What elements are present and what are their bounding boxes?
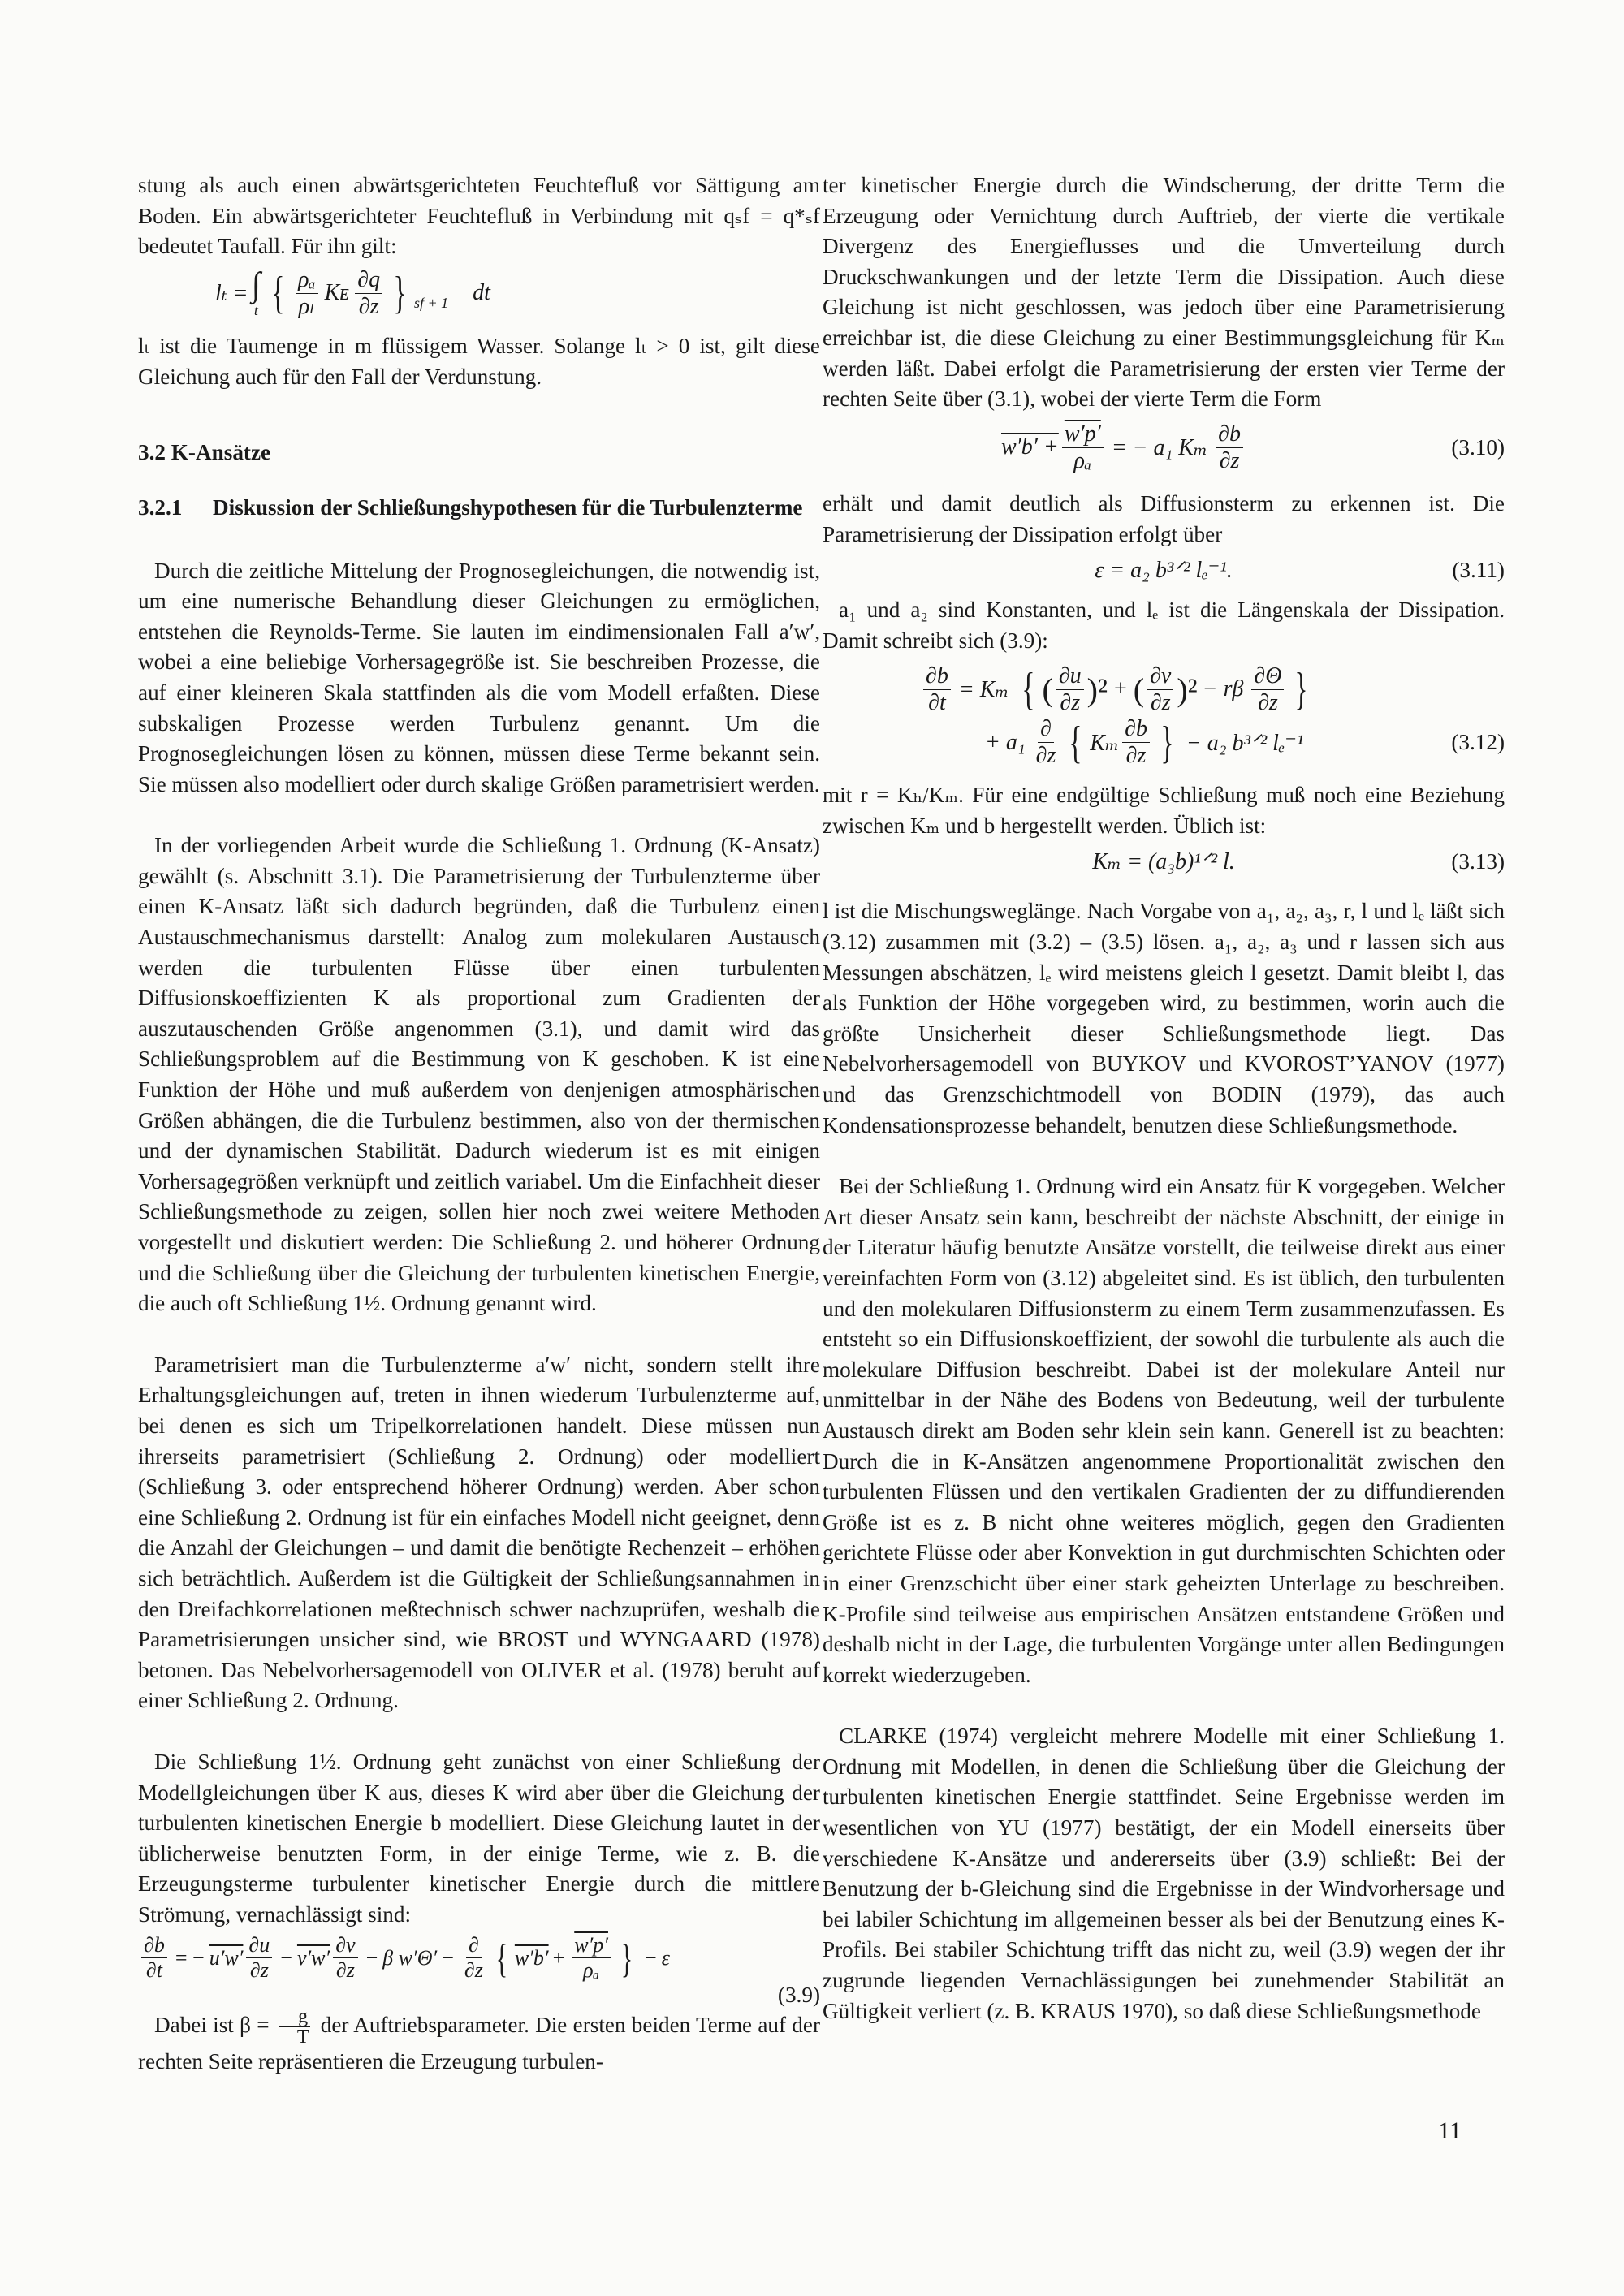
eq310-rhs: = − a₁ Kₘ xyxy=(1111,435,1208,461)
eq39-frac-wp xyxy=(572,1933,611,1983)
eq310-rho: ρₐ xyxy=(1073,447,1092,473)
eq39-dt: ∂t xyxy=(145,1958,162,1983)
eq-lt-brace-open: { xyxy=(271,268,285,319)
eq313-expr: Kₘ = (a₃b)¹ᐟ² l. xyxy=(1092,849,1235,875)
eq313-number: (3.13) xyxy=(1451,848,1505,874)
eq39-frac-d xyxy=(462,1933,486,1983)
left-column xyxy=(138,170,820,2078)
eq312-km: = Kₘ xyxy=(958,677,1009,703)
eq312-brace2-open: { xyxy=(1069,717,1082,768)
eq39-du: ∂u xyxy=(246,1933,272,1958)
eq39-frac-dbdt xyxy=(141,1933,167,1983)
eq-lt-lhs: lₜ = xyxy=(215,281,248,307)
eq312-dz5: ∂z xyxy=(1125,743,1147,769)
paragraph-constants: a₁ und a₂ sind Konstanten, und lₑ ist die Längenskala der Dissipation. Damit schreibt sich (3.9): xyxy=(823,598,1505,653)
equation-3-12-line2 xyxy=(823,716,1505,769)
eq39-dz3: ∂z xyxy=(464,1958,483,1983)
eq312-rb: − rβ xyxy=(1202,676,1244,702)
paragraph-clarke: CLARKE (1974) vergleicht mehrere Modelle mit einer Schließung 1. Ordnung mit Modellen, in denen die Schließung über die Gleichung der turbulenten kinetischen Energie stattfindet. Seine Ergebnisse werden im wesentlichen von YU (1977) bestätigt, der ein Modell einerseits über verschiedene K-Ansätze und andererseits über (3.9) schließt: Bei der Benutzung der b-Gleichung sind die Ergebnisse in der Windvorhersage und bei labiler Schichtung im allgemeinen besser als bei der Benutzung eines K-Profils. Bei stabiler Schichtung trifft das nicht zu, weil (3.9) wegen der ihr zugrunde liegenden Vernachlässigungen bei zunehmender Stabilität an Gültigkeit verliert (z. B. KRAUS 1970), so daß diese Schließungsmethode xyxy=(823,1724,1505,2023)
beta-frac xyxy=(279,2007,312,2047)
eq311-number: (3.11) xyxy=(1452,557,1505,582)
eq-lt-sub: sf + 1 xyxy=(413,295,449,312)
paragraph-k-ansatz: In der vorliegenden Arbeit wurde die Schließung 1. Ordnung (K-Ansatz) gewählt (s. Abschnitt 3.1). Die Parametrisierung der Turbulenzterme über einen K-Ansatz läßt sich dadurch begründen, daß die Turbulenz einen Austauschmechanismus darstellt: Analog zum molekularen Austausch werden die turbulenten Flüsse über einen turbulenten Diffusionskoeffizienten K als proportional zum Gradienten der auszutauschenden Größe angenommen (3.1), und damit wird das Schließungsproblem auf die Bestimmung von K geschoben. K ist eine Funktion der Höhe und muß außerdem von denjenigen atmosphärischen Größen abhängen, die die Turbulenz bestimmen, also von der thermischen und der dynamischen Stabilität. Dadurch wiederum ist es mit einigen Vorhersagegrößen verknüpft und zeitlich variabel. Um die Einfachheit dieser Schließungsmethode zu zeigen, sollen hier noch zwei weitere Methoden vorgestellt und diskutiert werden: Die Schließung 2. und höherer Ordnung und die Schließung über die Gleichung der turbulenten kinetischen Energie, die auch oft Schließung 1½. Ordnung genannt wird. xyxy=(138,833,820,1316)
beta-T: T xyxy=(296,2026,309,2048)
eq39-number: (3.9) xyxy=(777,1983,820,2008)
paragraph-beta xyxy=(138,2007,820,2078)
eq312-dt: ∂t xyxy=(928,689,946,715)
section-heading-3-2: 3.2 K-Ansätze xyxy=(138,440,271,465)
eq312-brace-open: { xyxy=(1021,664,1035,715)
eq-lt-brace-close: } xyxy=(393,268,407,319)
eq312-tail: − a₂ b³ᐟ² lₑ⁻¹ xyxy=(1186,730,1304,756)
eq-lt-lower: t xyxy=(253,301,258,318)
right-column xyxy=(823,170,1505,2026)
eq39-dz2: ∂z xyxy=(335,1958,355,1983)
equation-3-9: $\frac{\partial b}{\partial t}$ = − u′w′ $\frac{\partial u}{\partial z}$ − v′w′ $\frac{\partial v}{\partial z}$ − β w′Θ′ − $\frac{\partial}{\partial z}$ { w′b′ + $\frac{w'p'}{\text{ρₐ}}$ } − ε xyxy=(138,1933,820,1983)
eq312-dz2: ∂z xyxy=(1150,689,1171,715)
eq310-wp: w′p′ xyxy=(1062,421,1104,448)
eq39-rho: ρₐ xyxy=(583,1958,600,1983)
eq39-d: ∂ xyxy=(466,1933,482,1958)
eq39-frac-dv xyxy=(333,1933,357,1983)
beta-g: g xyxy=(279,2007,310,2027)
eq312-brace2-close: } xyxy=(1160,717,1174,768)
beta-text-a: Dabei ist β = xyxy=(154,2013,270,2037)
eq39-wp: w′p′ xyxy=(572,1933,611,1958)
equation-3-12-line1: $\frac{\partial b}{\partial t}$ = Kₘ { ( $\frac{\partial u}{\partial z}$ )² + ( $\frac{\partial v}{\partial z}$ )² − rβ $\frac{\partial\Theta}{\partial z}$ } xyxy=(823,663,1505,716)
eq39-dv: ∂v xyxy=(333,1933,357,1958)
beta-text-b: der Auftriebsparameter. Die ersten beiden Terme auf der rechten Seite repräsentieren die Erzeugung turbulen- xyxy=(138,2013,821,2074)
eq312-dth: ∂Θ xyxy=(1251,663,1284,690)
eq310-frac-db xyxy=(1216,421,1243,474)
eq-lt-frac-dq xyxy=(355,267,382,320)
page-number: 11 xyxy=(1438,2117,1462,2144)
eq39-bw: β w′Θ′ xyxy=(382,1945,438,1970)
eq310-number: (3.10) xyxy=(1451,434,1505,460)
eq312-frac-d xyxy=(1034,716,1059,769)
eq39-eps: ε xyxy=(661,1945,670,1970)
eq312-dz1: ∂z xyxy=(1060,689,1081,715)
paragraph-second-order: Parametrisiert man die Turbulenzterme a′w′ nicht, sondern stellt ihre Erhaltungsgleichungen auf, treten in ihnen wiederum Turbulenzterme auf, bei denen es sich um Tripelkorrelationen handelt. Diese müssen nun ihrerseits parametrisiert (Schließung 2. Ordnung) oder modelliert (Schließung 3. oder entsprechend höherer Ordnung) werden. Aber schon eine Schließung 2. Ordnung ist für ein einfaches Modell nicht geeignet, denn die Anzahl der Gleichungen – und damit die benötigte Rechenzeit – erhöhen sich beträchtlich. Außerdem ist die Gültigkeit der Schließungsannahmen in den Dreifachkorrelationen meßtechnisch schwer nachzuprüfen, weshalb die Parametrisierungen unsicher sind, wie BROST und WYNGAARD (1978) betonen. Das Nebelvorhersagemodell von OLIVER et al. (1978) beruht auf einer Schließung 2. Ordnung. xyxy=(138,1352,820,1713)
subsection-number: 3.2.1 xyxy=(138,494,183,520)
eq39-brace-open: { xyxy=(495,1935,508,1981)
eq39-vw: v′w′ xyxy=(296,1945,330,1970)
paragraph-dissipation: erhält und damit deutlich als Diffusionsterm zu erkennen ist. Die Parametrisierung der Dissipation erfolgt über xyxy=(823,491,1505,546)
paragraph-taumenge: lₜ ist die Taumenge in m flüssigem Wasser. Solange lₜ > 0 ist, gilt diese Gleichung auch für den Fall der Verdunstung. xyxy=(138,334,820,389)
eq39-brace-close: } xyxy=(620,1935,633,1981)
paragraph-tke-terms: ter kinetischer Energie durch die Windscherung, der dritte Term die Erzeugung oder Vernichtung durch Auftrieb, der vierte die vertikale Divergenz des Energieflusses und die Umverteilung durch Druckschwankungen und der letzte Term die Dissipation. Auch diese Gleichung ist nicht geschlossen, was jedoch über eine Parametrisierung erreichbar ist, die diese Gleichung zu einer Bestimmungsgleichung für Kₘ werden läßt. Dabei erfolgt die Parametrisierung der ersten vier Terme der rechten Seite über (3.1), wobei der vierte Term die Form xyxy=(823,173,1505,412)
eq-lt-rho-a: ρₐ xyxy=(296,267,318,294)
eq312-brace-close: } xyxy=(1294,664,1308,715)
eq310-dz: ∂z xyxy=(1219,447,1240,473)
eq310-wb: w′b′ + xyxy=(1001,434,1059,460)
eq312-a1: + a₁ xyxy=(985,729,1026,755)
paragraph-first-order: Bei der Schließung 1. Ordnung wird ein Ansatz für K vorgegeben. Welcher Art dieser Ansatz sein kann, beschreibt der nächste Abschnitt, der einige in der Literatur häufig benutzte Ansätze vorstellt, die teilweise direkt aus einer vereinfachten Form von (3.12) abgeleitet sind. Es ist üblich, den turbulenten und den molekularen Diffusionsterm zu einem Term zusammenzufassen. Es entsteht so ein Diffusionskoeffizient, der sowohl die turbulente als auch die molekulare Diffusion beschreibt. Dabei ist der molekulare Anteil nur unmittelbar in der Nähe des Bodens von Bedeutung, weil der turbulente Austausch direkt am Boden sehr klein sein kann. Generell ist zu beachten: Durch die in K-Ansätzen angenommene Proportionalität zwischen den turbulenten Flüssen und den vertikalen Gradienten der zu diffundierenden Größe ist es z. B nicht ohne weiteres möglich, gegen den Gradienten gerichtete Flüsse oder aber Konvektion in gut durchmischten Schichten oder in einer Grenzschicht über einer stark geheizten Unterlage zu beschreiben. K-Profile sind teilweise aus empirischen Ansätzen entstandene Größen und deshalb nicht in der Lage, die turbulenten Vorgänge unter allen Bedingungen korrekt wiederzugeben. xyxy=(823,1174,1505,1687)
eq39-dz1: ∂z xyxy=(249,1958,269,1983)
equation-3-13 xyxy=(823,848,1505,875)
eq312-dz4: ∂z xyxy=(1035,743,1056,769)
eq312-du: ∂u xyxy=(1056,663,1084,690)
paragraph-mixing-length: l ist die Mischungsweglänge. Nach Vorgabe von a₁, a₂, a₃, r, l und lₑ läßt sich (3.12) zusammen mit (3.2) – (3.5) lösen. a₁, a₂, a₃ und r lassen sich aus Messungen abschätzen, lₑ wird meistens gleich l gesetzt. Damit bleibt l, das als Funktion der Höhe vorgegeben wird, zu bestimmen, worin auch die größte Unsicherheit dieser Schließungsmethode liegt. Das Nebelvorhersagemodell von BUYKOV und KVOROST’YANOV (1977) und das Grenzschichtmodell von BODIN (1979), das auch Kondensationsprozesse behandelt, benutzen diese Schließungsmethode. xyxy=(823,899,1505,1137)
eq-lt-dq: ∂q xyxy=(355,267,382,294)
equation-3-11 xyxy=(823,556,1505,584)
eq39-db: ∂b xyxy=(141,1933,167,1958)
eq311-expr: ε = a₂ b³ᐟ² lₑ⁻¹. xyxy=(1095,558,1233,584)
eq-lt-integral: ∫ xyxy=(251,265,261,304)
paragraph-reynolds: Durch die zeitliche Mittelung der Prognosegleichungen, die notwendig ist, um eine numerische Behandlung dieser Gleichungen zu ermöglichen, entstehen die Reynolds-Terme. Sie lauten im eindimensionalen Fall a′w′, wobei a eine beliebige Vorhersagegröße ist. Sie beschreiben Prozesse, die auf einer kleineren Skala stattfinden als die vom Modell erfaßten. Diese subskaligen Prozesse werden Turbulenz genannt. Um die Prognosegleichungen lösen zu können, müssen diese Terme bekannt sein. Sie müssen also modelliert oder durch skalige Größen parametrisiert werden. xyxy=(138,558,820,796)
eq312-frac-db2 xyxy=(1122,716,1150,769)
eq312-db2: ∂b xyxy=(1122,716,1150,743)
subsection-heading-3-2-1 xyxy=(138,493,820,524)
eq312-frac-dv xyxy=(1147,663,1173,716)
eq312-frac-dbdt xyxy=(923,663,951,716)
eq312-dv: ∂v xyxy=(1147,663,1173,690)
eq312-frac-dth xyxy=(1251,663,1284,716)
eq312-d: ∂ xyxy=(1038,716,1054,743)
eq-lt-dz: ∂z xyxy=(358,293,379,319)
subsection-title: Diskussion der Schließungshypothesen für die Turbulenzterme xyxy=(213,494,803,520)
eq312-kmb: Kₘ xyxy=(1090,730,1120,756)
equation-taumenge xyxy=(138,267,820,320)
paragraph-ratio: mit r = Kₕ/Kₘ. Für eine endgültige Schließung muß noch eine Beziehung zwischen Kₘ und b hergestellt werden. Üblich ist: xyxy=(823,783,1505,838)
eq-lt-dt: dt xyxy=(473,280,490,306)
paragraph-intro: stung als auch einen abwärtsgerichteten Feuchtefluß vor Sättigung am Boden. Ein abwärtsgerichteter Feuchtefluß in Verbindung mit qₛf = q*ₛf bedeutet Taufall. Für ihn gilt: xyxy=(138,173,820,259)
eq39-wb: w′b′ xyxy=(514,1945,549,1970)
eq39-frac-du xyxy=(246,1933,272,1983)
eq312-db: ∂b xyxy=(923,663,951,690)
eq310-frac-wp xyxy=(1062,421,1104,474)
eq-lt-frac-rho xyxy=(296,267,318,320)
eq312-frac-du xyxy=(1056,663,1084,716)
paragraph-one-and-half: Die Schließung 1½. Ordnung geht zunächst von einer Schließung der Modellgleichungen über K aus, dieses K wird aber über die Gleichung der turbulenten kinetischen Energie b modelliert. Diese Gleichung lautet in der üblicherweise benutzten Form, in der einige Terme, wie z. B. die Erzeugungsterme turbulenter kinetischer Energie durch die mittlere Strömung, vernachlässigt sind: xyxy=(138,1749,820,1927)
equation-3-10 xyxy=(823,421,1505,474)
eq-lt-ke: Kᴇ xyxy=(324,280,349,306)
eq39-uw: u′w′ xyxy=(209,1945,244,1970)
eq312-dz3: ∂z xyxy=(1258,689,1278,715)
eq-lt-rho-l: ρₗ xyxy=(298,293,315,319)
eq310-db: ∂b xyxy=(1216,421,1243,448)
eq312-number: (3.12) xyxy=(1451,730,1505,755)
